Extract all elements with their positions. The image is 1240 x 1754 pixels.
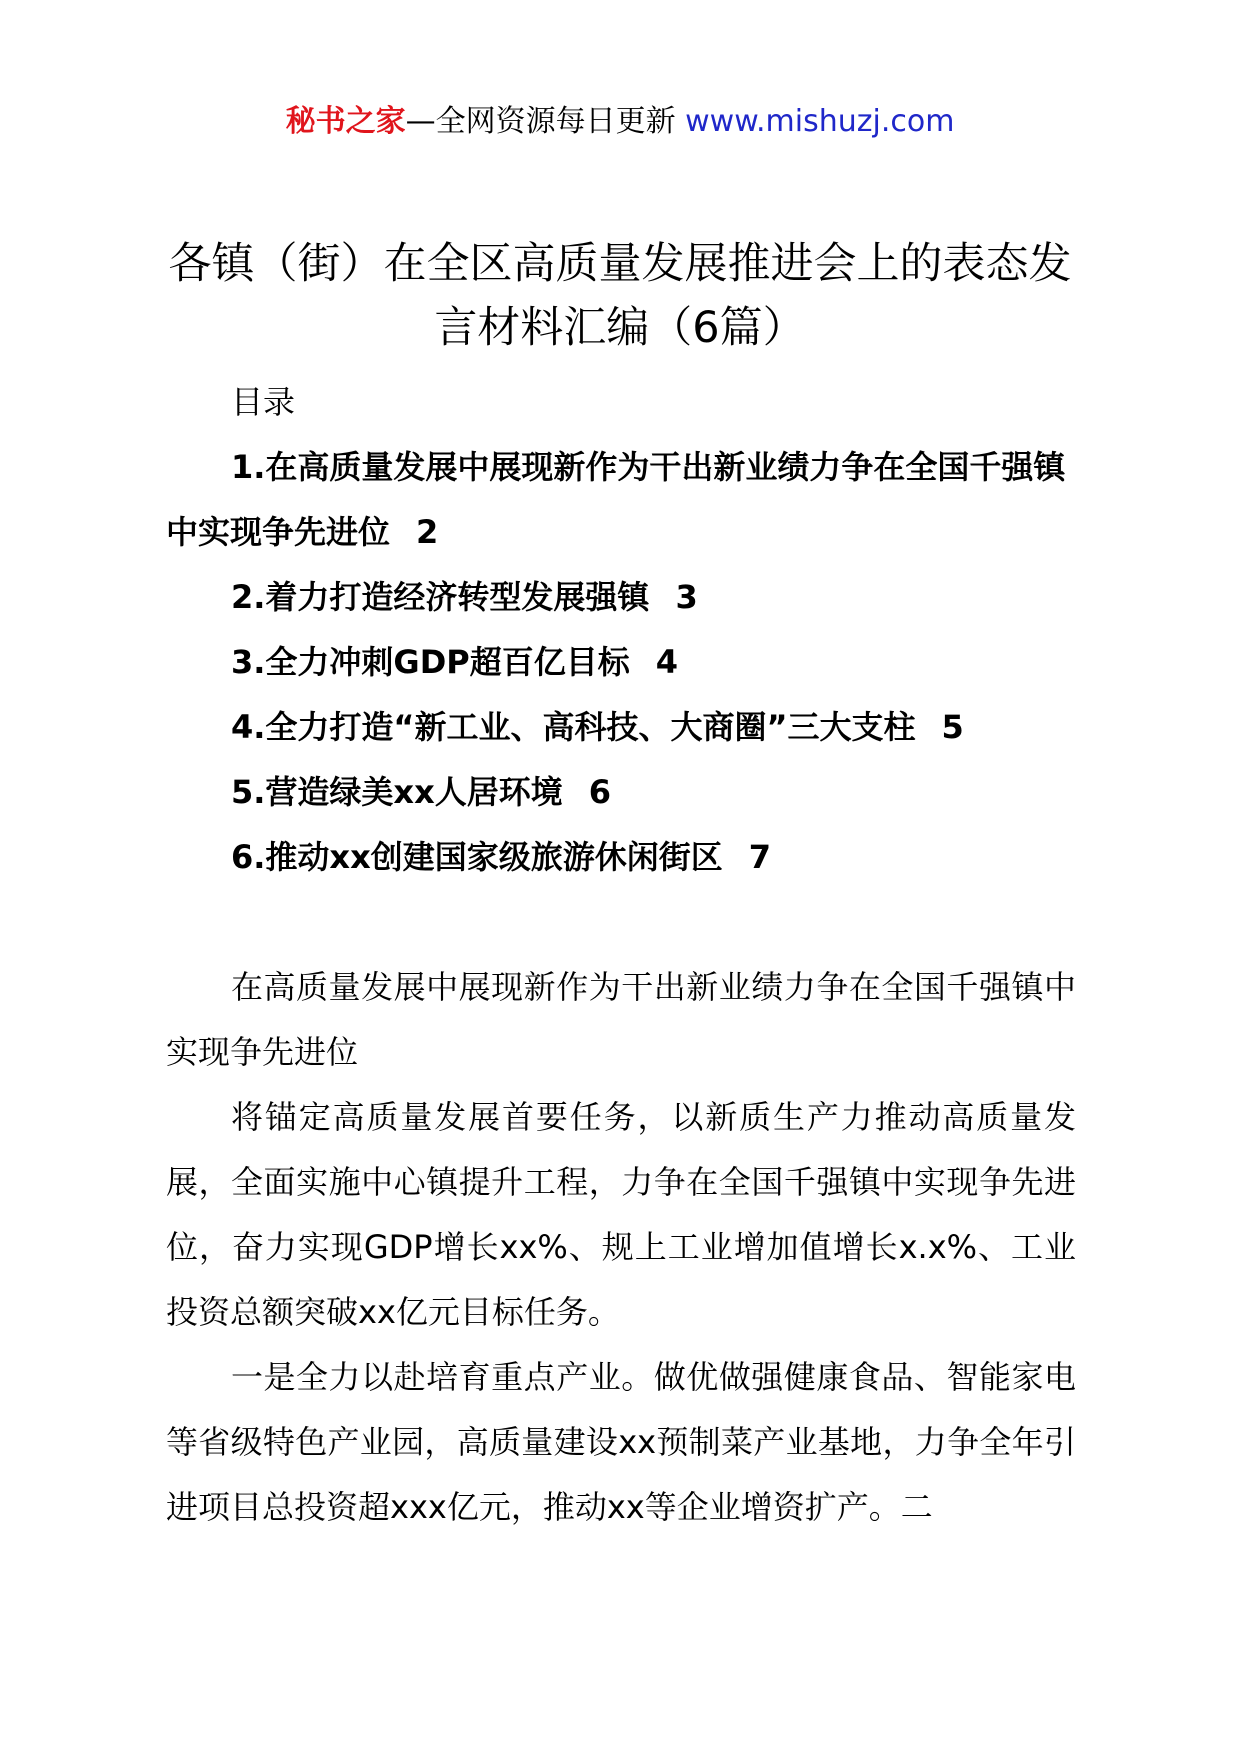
- toc-page-number: 6: [588, 773, 611, 811]
- toc-page-number: 5: [941, 708, 964, 746]
- body-paragraph: 一是全力以赴培育重点产业。做优做强健康食品、智能家电等省级特色产业园，高质量建设xx预制菜产业基地，力争全年引进项目总投资超xxx亿元，推动xx等企业增资扩产。二: [166, 1358, 1076, 1526]
- toc-page-number: 7: [748, 838, 771, 876]
- site-header: [0, 100, 1240, 144]
- toc-item-2[interactable]: [166, 565, 1076, 630]
- toc-page-number: 3: [675, 578, 698, 616]
- body-paragraph: 将锚定高质量发展首要任务，以新质生产力推动高质量发展，全面实施中心镇提升工程，力争在全国千强镇中实现争先进位，奋力实现GDP增长xx%、规上工业增加值增长x.x%、工业投资总额突破xx亿元目标任务。: [166, 1098, 1076, 1331]
- header-slogan: —全网资源每日更新: [405, 104, 676, 139]
- toc-item-3[interactable]: [166, 630, 1076, 695]
- toc-item-4[interactable]: [166, 695, 1076, 760]
- toc-item-text: 4.全力打造“新工业、高科技、大商圈”三大支柱: [231, 708, 916, 746]
- document-body: [166, 370, 1076, 1540]
- table-of-contents: [166, 435, 1076, 890]
- toc-item-text: 6.推动xx创建国家级旅游休闲街区: [231, 838, 723, 876]
- section-heading: 在高质量发展中展现新作为干出新业绩力争在全国千强镇中实现争先进位: [166, 968, 1076, 1071]
- site-url-link[interactable]: www.mishuzj.com: [685, 104, 955, 139]
- section-spacer: [166, 890, 1076, 955]
- toc-item-5[interactable]: [166, 760, 1076, 825]
- toc-item-text: 3.全力冲刺GDP超百亿目标: [231, 643, 630, 681]
- brand-name: 秘书之家: [285, 104, 406, 139]
- document-title: 各镇（街）在全区高质量发展推进会上的表态发言材料汇编（6篇）: [168, 239, 1072, 353]
- toc-page-number: 2: [416, 513, 439, 551]
- toc-item-text: 5.营造绿美xx人居环境: [231, 773, 563, 811]
- toc-item-text: 2.着力打造经济转型发展强镇: [231, 578, 650, 616]
- toc-label: 目录: [231, 383, 296, 421]
- toc-item-1[interactable]: [166, 435, 1076, 565]
- toc-item-text: 1.在高质量发展中展现新作为干出新业绩力争在全国千强镇中实现争先进位: [166, 448, 1066, 551]
- toc-page-number: 4: [655, 643, 678, 681]
- toc-item-6[interactable]: [166, 825, 1076, 890]
